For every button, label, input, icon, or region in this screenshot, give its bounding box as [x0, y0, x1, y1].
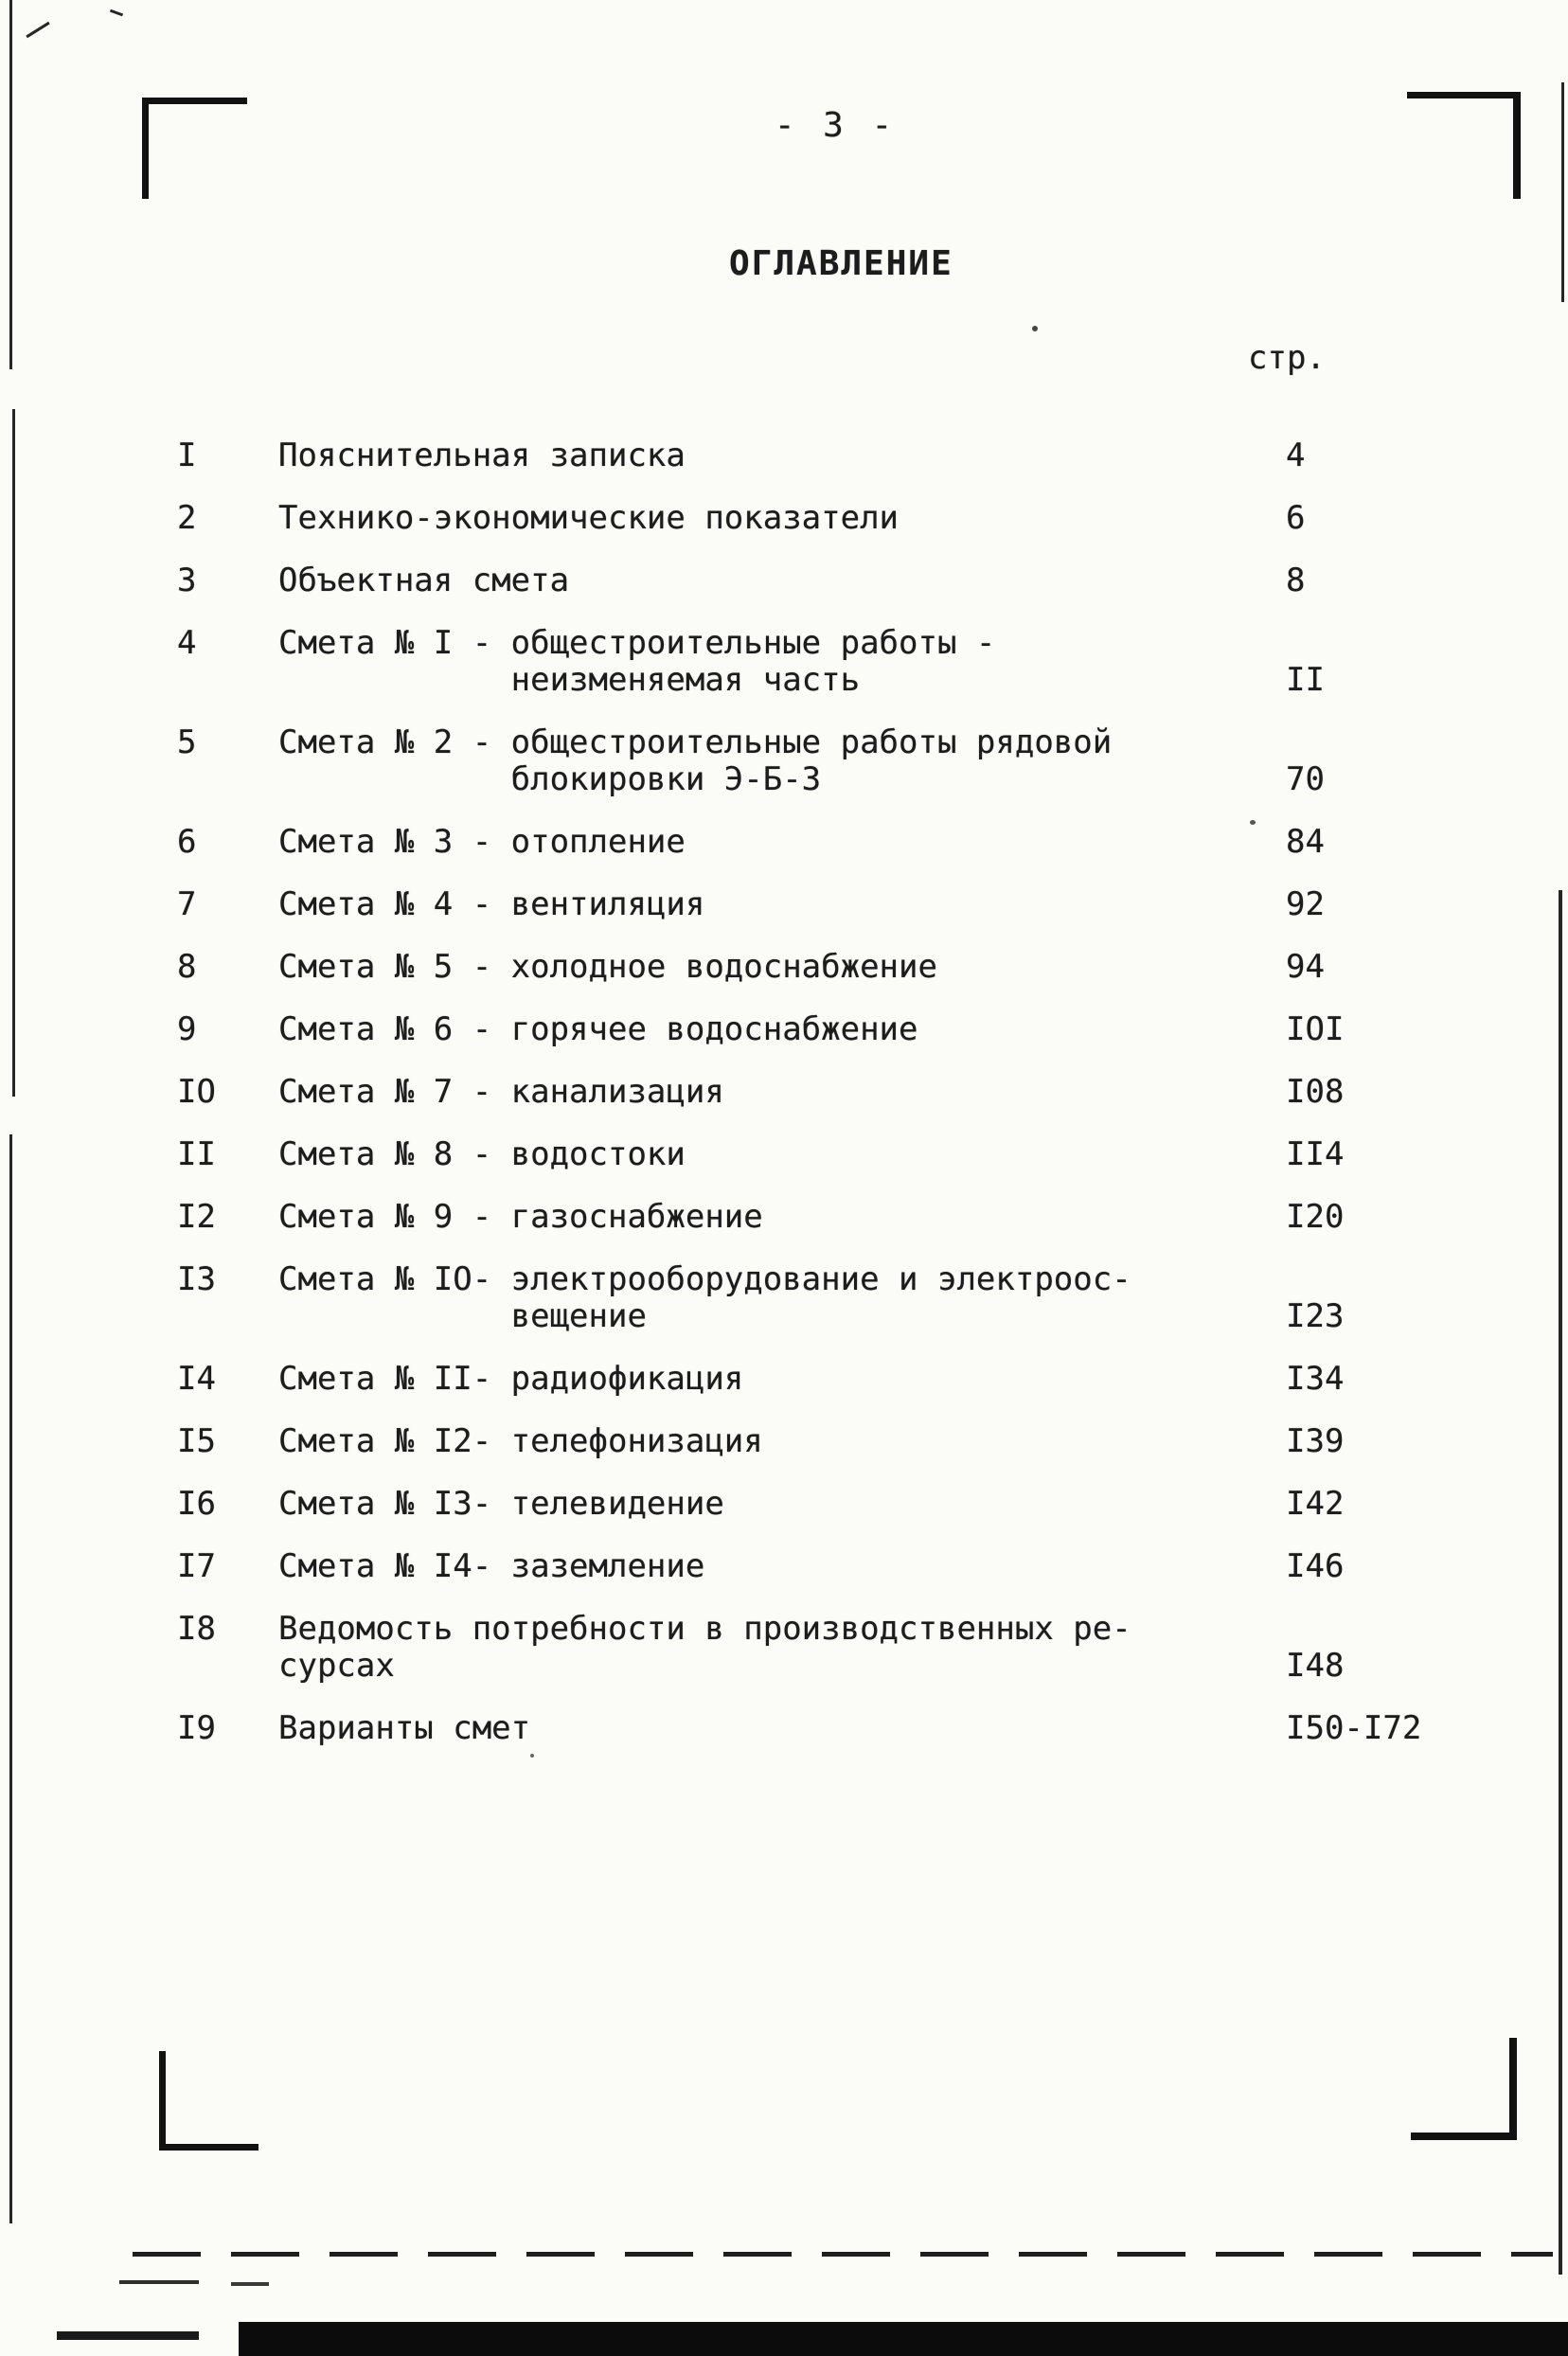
entry-title — [278, 1074, 1286, 1111]
page-column-header: стр. — [1248, 339, 1326, 377]
entry-title — [278, 1486, 1286, 1523]
toc-entry — [177, 724, 1522, 798]
entry-page-number: I48 — [1286, 1647, 1345, 1685]
crop-mark-top-right — [1407, 92, 1521, 199]
entry-page-number: 6 — [1286, 499, 1306, 537]
entry-title-line: Смета № 7 - канализация — [278, 1073, 724, 1111]
scan-edge-line — [1559, 890, 1562, 2275]
entry-number: I2 — [177, 1198, 216, 1236]
toc-entry — [177, 1199, 1522, 1236]
scan-edge-line — [9, 1134, 12, 2223]
toc-entry — [177, 562, 1522, 599]
entry-title-line: блокировки Э-Б-3 — [510, 760, 822, 798]
toc-entry — [177, 1011, 1522, 1048]
entry-number: 2 — [177, 499, 197, 537]
entry-title — [278, 1611, 1286, 1685]
entry-page-number: II4 — [1286, 1135, 1345, 1173]
entry-title-line: Смета № I - общестроительные работы - — [278, 624, 996, 662]
entry-number: I8 — [177, 1610, 216, 1648]
entry-number: IO — [177, 1073, 216, 1111]
entry-title-line: Смета № 9 - газоснабжение — [278, 1198, 763, 1236]
entry-number: 9 — [177, 1010, 197, 1048]
entry-title-line: вещение — [510, 1297, 647, 1335]
scan-speck — [530, 1754, 534, 1758]
toc-entry — [177, 625, 1522, 699]
entry-title-line: Смета № I4- заземление — [278, 1547, 705, 1585]
entry-page-number: 4 — [1286, 437, 1306, 474]
entry-title-line: Технико-экономические показатели — [278, 499, 900, 537]
entry-number: I6 — [177, 1485, 216, 1523]
document-title: ОГЛАВЛЕНИЕ — [729, 244, 953, 283]
entry-title — [278, 1361, 1286, 1398]
entry-title — [278, 824, 1286, 861]
entry-page-number: 92 — [1286, 885, 1325, 923]
entry-title — [278, 724, 1286, 798]
table-of-contents — [177, 437, 1522, 1747]
entry-title-line: Смета № II- радиофикация — [278, 1360, 744, 1398]
entry-number: I3 — [177, 1260, 216, 1298]
toc-entry — [177, 1486, 1522, 1523]
entry-title-line: Пояснительная записка — [278, 437, 686, 474]
entry-title-line: Смета № 3 - отопление — [278, 823, 686, 861]
entry-page-number: 8 — [1286, 562, 1306, 599]
crop-mark-bottom-left — [159, 2051, 258, 2151]
entry-number: I7 — [177, 1547, 216, 1585]
entry-number: I — [177, 437, 197, 474]
scan-speck — [1032, 326, 1038, 331]
entry-title-line: Смета № 2 - общестроительные работы рядовой — [278, 723, 1113, 761]
entry-title — [278, 437, 1286, 474]
toc-entry — [177, 949, 1522, 986]
entry-page-number: 94 — [1286, 948, 1325, 986]
entry-title — [278, 1548, 1286, 1585]
crop-mark-bottom-right — [1411, 2038, 1517, 2140]
entry-title-line: Смета № 8 - водостоки — [278, 1135, 686, 1173]
entry-page-number: I42 — [1286, 1485, 1345, 1523]
entry-title-line: Ведомость потребности в производственных ре- — [278, 1610, 1131, 1648]
entry-number: 7 — [177, 885, 197, 923]
entry-page-number: I34 — [1286, 1360, 1345, 1398]
scan-dash — [231, 2282, 269, 2286]
entry-title-line: неизменяемая часть — [510, 661, 861, 699]
entry-number: I5 — [177, 1422, 216, 1460]
entry-title-line: Объектная смета — [278, 562, 570, 599]
entry-title — [278, 1136, 1286, 1173]
scan-mark — [110, 9, 123, 17]
entry-title — [278, 500, 1286, 537]
entry-title — [278, 886, 1286, 923]
toc-entry — [177, 1710, 1522, 1747]
entry-title — [278, 625, 1286, 699]
scan-dash — [57, 2331, 199, 2340]
page-number: - 3 - — [774, 106, 897, 145]
entry-page-number: 70 — [1286, 760, 1325, 798]
entry-number: I9 — [177, 1709, 216, 1747]
toc-entry — [177, 824, 1522, 861]
entry-page-number: I50-I72 — [1286, 1709, 1422, 1747]
entry-title — [278, 1710, 1286, 1747]
entry-title-line: Смета № I2- телефонизация — [278, 1422, 763, 1460]
scan-edge-line — [12, 409, 15, 1097]
toc-entry — [177, 1611, 1522, 1685]
entry-page-number: IOI — [1286, 1010, 1345, 1048]
entry-page-number: II — [1286, 661, 1325, 699]
entry-title — [278, 1423, 1286, 1460]
entry-page-number: I20 — [1286, 1198, 1345, 1236]
scan-bottom-band — [239, 2322, 1568, 2356]
scan-dashed-line — [133, 2252, 1553, 2257]
entry-title-line: Смета № 5 - холодное водоснабжение — [278, 948, 937, 986]
entry-title — [278, 1261, 1286, 1335]
entry-page-number: I39 — [1286, 1422, 1345, 1460]
scan-edge-line — [9, 0, 12, 369]
toc-entry — [177, 1361, 1522, 1398]
entry-number: II — [177, 1135, 216, 1173]
toc-entry — [177, 437, 1522, 474]
toc-entry — [177, 1423, 1522, 1460]
entry-title-line: Смета № 4 - вентиляция — [278, 885, 705, 923]
entry-page-number: I23 — [1286, 1297, 1345, 1335]
toc-entry — [177, 1074, 1522, 1111]
toc-entry — [177, 1261, 1522, 1335]
entry-title-line: Смета № 6 - горячее водоснабжение — [278, 1010, 918, 1048]
entry-title-line: Смета № I3- телевидение — [278, 1485, 724, 1523]
entry-page-number: 84 — [1286, 823, 1325, 861]
entry-title — [278, 1199, 1286, 1236]
toc-entry — [177, 1136, 1522, 1173]
entry-number: 5 — [177, 723, 197, 761]
toc-entry — [177, 1548, 1522, 1585]
crop-mark-top-left — [142, 98, 247, 199]
entry-number: 4 — [177, 624, 197, 662]
entry-title — [278, 949, 1286, 986]
entry-title-line: Смета № IO- электрооборудование и электроос- — [278, 1260, 1131, 1298]
entry-number: 8 — [177, 948, 197, 986]
entry-title-line: Варианты смет — [278, 1709, 531, 1747]
entry-number: I4 — [177, 1360, 216, 1398]
entry-title-line: сурсах — [278, 1647, 395, 1685]
entry-title — [278, 1011, 1286, 1048]
scan-dash — [119, 2280, 199, 2284]
entry-number: 3 — [177, 562, 197, 599]
entry-page-number: I08 — [1286, 1073, 1345, 1111]
entry-number: 6 — [177, 823, 197, 861]
toc-entry — [177, 886, 1522, 923]
scan-edge-line — [1561, 82, 1564, 302]
scan-mark — [26, 22, 49, 38]
toc-entry — [177, 500, 1522, 537]
entry-page-number: I46 — [1286, 1547, 1345, 1585]
entry-title — [278, 562, 1286, 599]
